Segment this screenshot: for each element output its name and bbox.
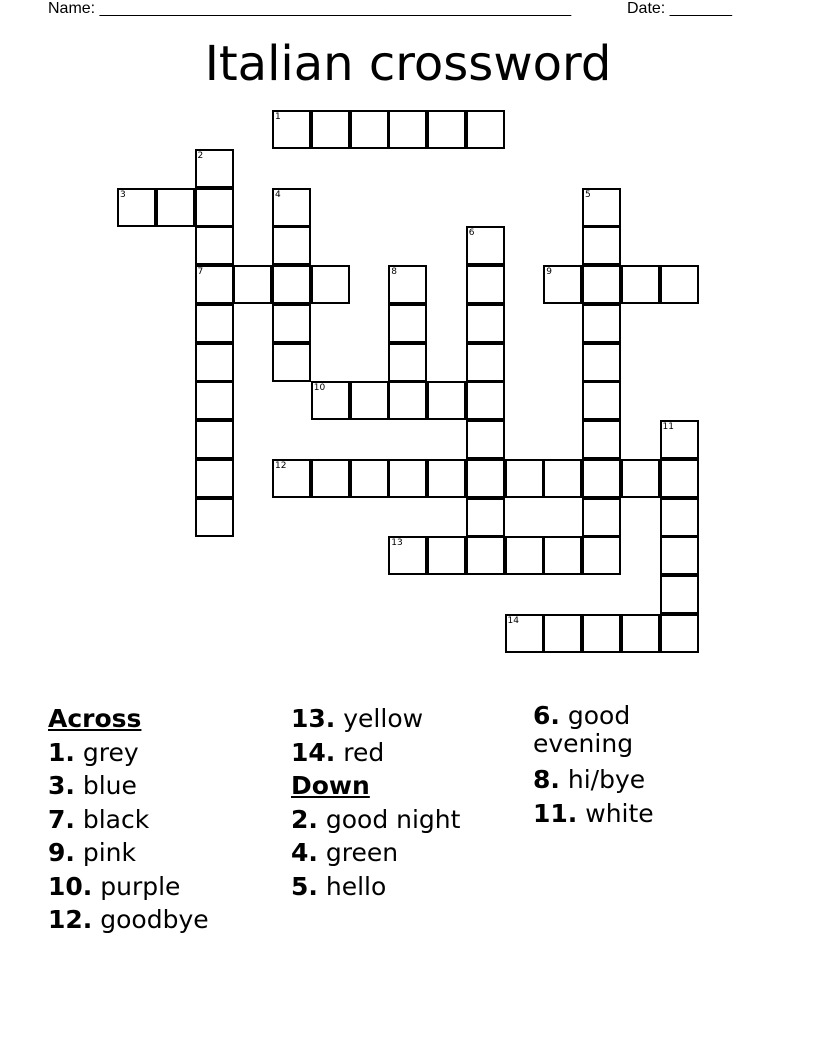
grid-cell[interactable] [582,226,621,265]
grid-cell[interactable] [543,614,582,653]
grid-cell[interactable] [543,536,582,575]
clue-number: 4 [275,189,281,200]
grid-cell[interactable] [195,343,234,382]
clue-down-2: 2. good night [291,804,461,834]
grid-cell[interactable] [388,536,427,575]
grid-cell[interactable] [272,459,311,498]
grid-cell[interactable] [195,459,234,498]
grid-cell[interactable] [660,420,699,459]
grid-cell[interactable] [660,459,699,498]
grid-cell[interactable] [621,614,660,653]
grid-cell[interactable] [388,304,427,343]
grid-cell[interactable] [582,536,621,575]
grid-cell[interactable] [311,110,350,149]
date-field-label: Date: _______ [627,0,732,17]
clue-number: 6 [468,228,475,239]
grid-cell[interactable] [195,226,234,265]
grid-cell[interactable] [660,498,699,537]
grid-cell[interactable] [466,265,505,304]
grid-cell[interactable] [582,304,621,343]
grid-cell[interactable] [505,459,544,498]
clue-column-1 [48,702,283,937]
clue-down-8: 8. hi/bye [533,765,646,794]
grid-cell[interactable] [350,459,389,498]
grid-cell[interactable] [272,304,311,343]
clue-across-12: 12. goodbye [48,905,209,934]
grid-cell[interactable] [466,110,505,149]
grid-cell[interactable] [466,536,505,575]
grid-cell[interactable] [272,188,311,227]
grid-cell[interactable] [195,188,234,227]
clue-number: 2 [197,150,204,161]
clue-across-3: 3. blue [48,771,137,800]
grid-cell[interactable] [466,304,505,343]
grid-cell[interactable] [582,614,621,653]
grid-cell[interactable] [466,498,505,537]
across-heading: Across [48,704,142,733]
grid-cell[interactable] [195,149,234,188]
clue-number: 11 [662,422,674,432]
down-heading: Down [291,771,370,800]
grid-cell[interactable] [660,265,699,304]
grid-cell[interactable] [505,614,544,653]
clue-down-4: 4. green [291,838,399,867]
clue-number: 8 [391,267,397,277]
grid-cell[interactable] [156,188,195,227]
clue-number: 3 [120,189,126,200]
grid-cell[interactable] [311,381,350,420]
grid-cell[interactable] [582,188,621,227]
grid-cell[interactable] [427,536,466,575]
clue-across-13: 13. yellow [291,704,424,733]
clue-column-2 [291,702,526,903]
clue-column-3 [533,702,733,830]
grid-cell[interactable] [582,343,621,382]
grid-cell[interactable] [621,265,660,304]
name-field-label: Name: _____________________________________________________ [48,0,572,17]
grid-cell[interactable] [582,381,621,420]
grid-cell[interactable] [195,381,234,420]
grid-cell[interactable] [543,265,582,304]
clue-number: 1 [275,112,281,122]
grid-cell[interactable] [543,459,582,498]
clue-across-7: 7. black [48,804,150,834]
grid-cell[interactable] [660,575,699,614]
clue-down-6: 6. good evening [533,701,634,758]
grid-cell[interactable] [388,343,427,382]
grid-cell[interactable] [466,381,505,420]
grid-cell[interactable] [388,381,427,420]
grid-cell[interactable] [621,459,660,498]
grid-cell[interactable] [272,110,311,149]
clue-number: 7 [197,267,204,277]
grid-cell[interactable] [582,420,621,459]
grid-cell[interactable] [311,459,350,498]
grid-cell[interactable] [505,536,544,575]
clue-number: 14 [507,615,519,626]
clue-number: 10 [313,383,326,394]
grid-cell[interactable] [427,381,466,420]
page-title: Italian crossword [204,36,612,92]
grid-cell[interactable] [195,498,234,537]
clue-across-10: 10. purple [48,871,181,901]
clue-across-1: 1. grey [48,737,139,767]
grid-cell[interactable] [272,265,311,304]
clue-number: 12 [275,460,287,471]
grid-cell[interactable] [466,226,505,265]
grid-cell[interactable] [195,304,234,343]
grid-cell[interactable] [195,420,234,459]
grid-cell[interactable] [388,265,427,304]
grid-cell[interactable] [350,110,389,149]
grid-cell[interactable] [272,343,311,382]
grid-cell[interactable] [311,265,350,304]
grid-cell[interactable] [582,265,621,304]
grid-cell[interactable] [388,110,427,149]
grid-cell[interactable] [660,536,699,575]
grid-cell[interactable] [427,459,466,498]
grid-cell[interactable] [272,226,311,265]
clue-down-5: 5. hello [291,871,387,901]
grid-cell[interactable] [388,459,427,498]
grid-cell[interactable] [660,614,699,653]
grid-cell[interactable] [233,265,272,304]
clue-number: 13 [391,538,403,549]
grid-cell[interactable] [117,188,156,227]
grid-cell[interactable] [427,110,466,149]
clue-across-14: 14. red [291,737,385,767]
grid-cell[interactable] [195,265,234,304]
clue-number: 5 [585,189,591,200]
clue-down-11: 11. white [533,798,654,828]
clue-across-9: 9. pink [48,838,136,867]
grid-cell[interactable] [466,420,505,459]
grid-cell[interactable] [466,343,505,382]
grid-cell[interactable] [466,459,505,498]
grid-cell[interactable] [582,498,621,537]
grid-cell[interactable] [350,381,389,420]
grid-cell[interactable] [582,459,621,498]
clue-number: 9 [546,267,552,277]
